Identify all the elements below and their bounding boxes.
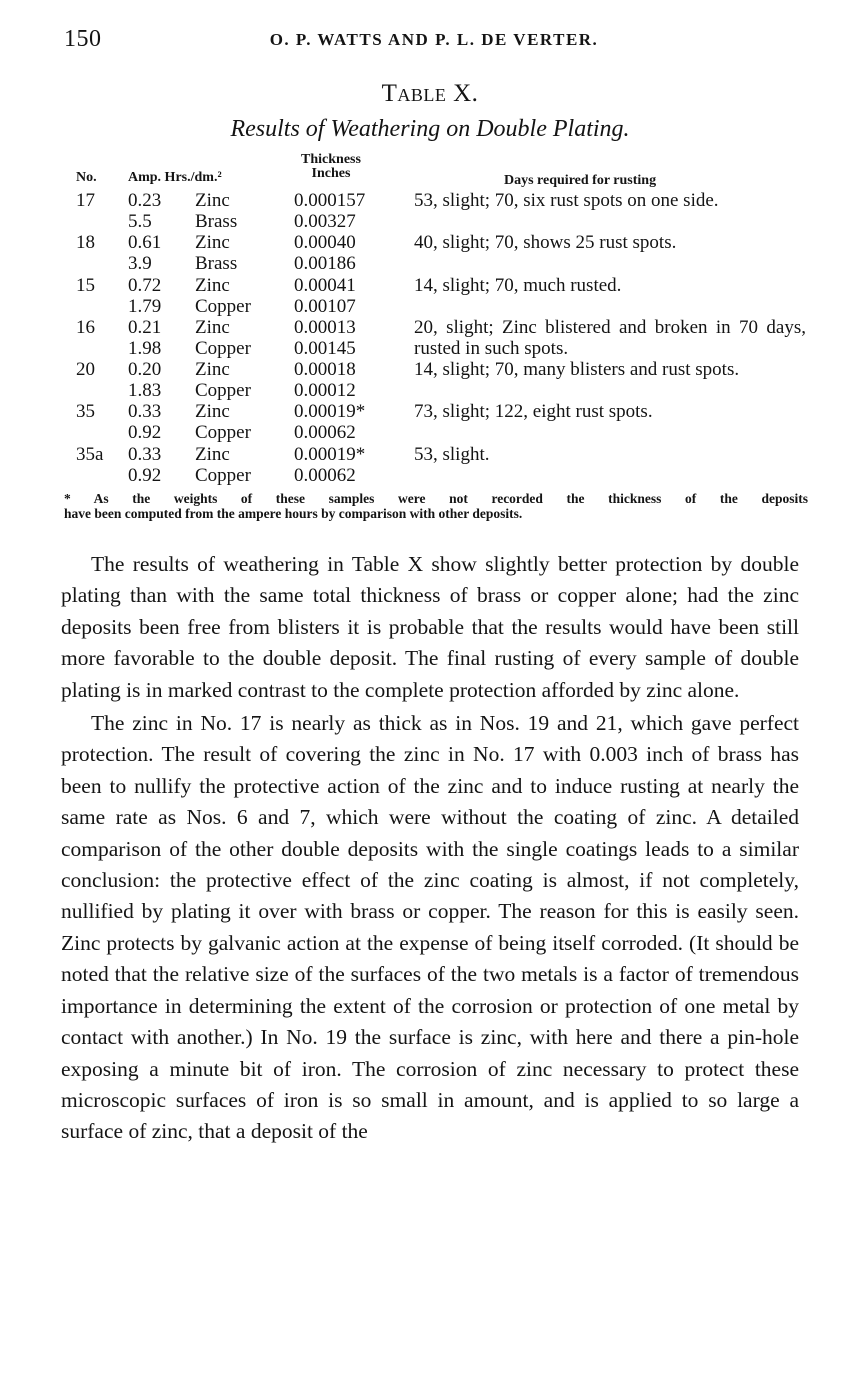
cell-metal: Zinc	[195, 316, 230, 338]
column-header-no: No.	[76, 170, 97, 185]
cell-thickness: 0.00062	[294, 464, 356, 486]
cell-no: 18	[76, 232, 95, 254]
cell-metal: Zinc	[195, 274, 230, 296]
cell-metal: Copper	[195, 295, 251, 317]
cell-amp: 5.5	[128, 211, 152, 232]
table-footnote	[64, 491, 808, 521]
cell-no: 15	[76, 274, 95, 296]
cell-no: 20	[76, 359, 95, 381]
cell-thickness: 0.00018	[294, 359, 356, 381]
cell-thickness: 0.00041	[294, 274, 356, 296]
cell-thickness: 0.00062	[294, 422, 356, 444]
cell-amp: 0.20	[128, 359, 162, 381]
footnote-line: * As the weights of these samples were not recorded the thickness of the deposits	[64, 491, 808, 506]
page-number: 150	[64, 26, 102, 52]
table-label: Table X.	[381, 80, 479, 107]
cell-metal: Zinc	[195, 232, 230, 254]
footnote-line: have been computed from the ampere hours by comparison with other deposits.	[64, 506, 523, 521]
paragraph: The zinc in No. 17 is nearly as thick as in Nos. 19 and 21, which gave perfect protection. The result of covering the zinc in No. 17 with 0.003 inch of brass has been to nullify the protective action of the zinc and to induce rusting at nearly the same rate as Nos. 6 and 7, which were without the coating of zinc. A detailed comparison of the other double deposits with the single coatings leads to a similar conclusion: the protective effect of the zinc coating is almost, if not completely, nullified by plating it over with brass or copper. The reason for this is easily seen. Zinc protects by galvanic action at the expense of being itself corroded. (It should be noted that the relative size of the surfaces of the two metals is a factor of tremendous importance in determining the extent of the corrosion or protection of one metal by contact with another.) In No. 19 the surface is zinc, with here and there a pin-hole exposing a minute bit of iron. The corrosion of zinc necessary to protect these microscopic surfaces of iron is so small in amount, and is applied to so large a surface of zinc, that a deposit of the	[61, 711, 799, 1144]
column-header-days: Days required for rusting	[504, 173, 657, 188]
table-row	[0, 359, 860, 401]
table-row	[0, 444, 860, 486]
cell-thickness: 0.00019*	[294, 443, 366, 465]
cell-days: 14, slight; 70, many blisters and rust spots.	[414, 359, 740, 381]
column-header-amp-hours: Amp. Hrs./dm.²	[128, 170, 222, 185]
cell-days: 14, slight; 70, much rusted.	[414, 274, 622, 296]
cell-thickness: 0.00019*	[294, 401, 366, 423]
cell-metal: Zinc	[195, 443, 230, 465]
cell-amp: 0.92	[128, 464, 162, 486]
cell-metal: Zinc	[195, 190, 230, 211]
table-row	[0, 401, 860, 443]
cell-metal: Copper	[195, 337, 251, 359]
cell-days: 20, slight; Zinc blistered and broken in 70 days, rusted in such spots.	[414, 316, 806, 359]
cell-thickness: 0.00327	[294, 211, 356, 232]
cell-thickness: 0.000157	[294, 190, 366, 211]
cell-no: 35a	[76, 443, 104, 465]
cell-metal: Copper	[195, 380, 251, 402]
cell-metal: Brass	[195, 211, 238, 232]
cell-no: 35	[76, 401, 95, 423]
cell-thickness: 0.00107	[294, 295, 356, 317]
cell-amp: 0.21	[128, 316, 162, 338]
cell-thickness: 0.00145	[294, 337, 356, 359]
table-row	[0, 232, 860, 274]
cell-metal: Zinc	[195, 401, 230, 423]
cell-amp: 3.9	[128, 253, 152, 275]
body-text	[61, 549, 799, 1148]
cell-amp: 0.33	[128, 443, 162, 465]
cell-metal: Copper	[195, 422, 251, 444]
cell-days: 53, slight; 70, six rust spots on one side.	[414, 190, 719, 211]
cell-metal: Zinc	[195, 359, 230, 381]
cell-metal: Brass	[195, 253, 238, 275]
table-row	[0, 190, 860, 232]
table-row	[0, 275, 860, 317]
cell-amp: 1.79	[128, 295, 162, 317]
cell-metal: Copper	[195, 464, 251, 486]
cell-thickness: 0.00013	[294, 316, 356, 338]
column-header-thickness: Thickness Inches	[301, 152, 361, 181]
cell-amp: 0.33	[128, 401, 162, 423]
table-body	[0, 190, 860, 486]
cell-thickness: 0.00040	[294, 232, 356, 254]
cell-amp: 0.61	[128, 232, 162, 254]
running-head	[64, 26, 804, 56]
running-title: O. P. WATTS AND P. L. DE VERTER.	[269, 30, 599, 49]
cell-days: 73, slight; 122, eight rust spots.	[414, 401, 653, 423]
cell-amp: 0.92	[128, 422, 162, 444]
cell-no: 17	[76, 190, 95, 211]
cell-amp: 0.23	[128, 190, 162, 211]
cell-no: 16	[76, 316, 95, 338]
cell-thickness: 0.00186	[294, 253, 356, 275]
cell-amp: 0.72	[128, 274, 162, 296]
cell-days: 40, slight; 70, shows 25 rust spots.	[414, 232, 677, 254]
cell-amp: 1.98	[128, 337, 162, 359]
cell-amp: 1.83	[128, 380, 162, 402]
table-caption: Results of Weathering on Double Plating.	[230, 116, 630, 142]
paragraph: The results of weathering in Table X show slightly better protection by double plating than with the same total thickness of brass or copper alone; had the zinc deposits been free from blisters it is probable that the results would have been still more favorable to the double deposit. The final rusting of every sample of double plating is in marked contrast to the complete protection afforded by zinc alone.	[61, 552, 799, 702]
cell-thickness: 0.00012	[294, 380, 356, 402]
cell-days: 53, slight.	[414, 443, 490, 465]
table-row	[0, 317, 860, 359]
